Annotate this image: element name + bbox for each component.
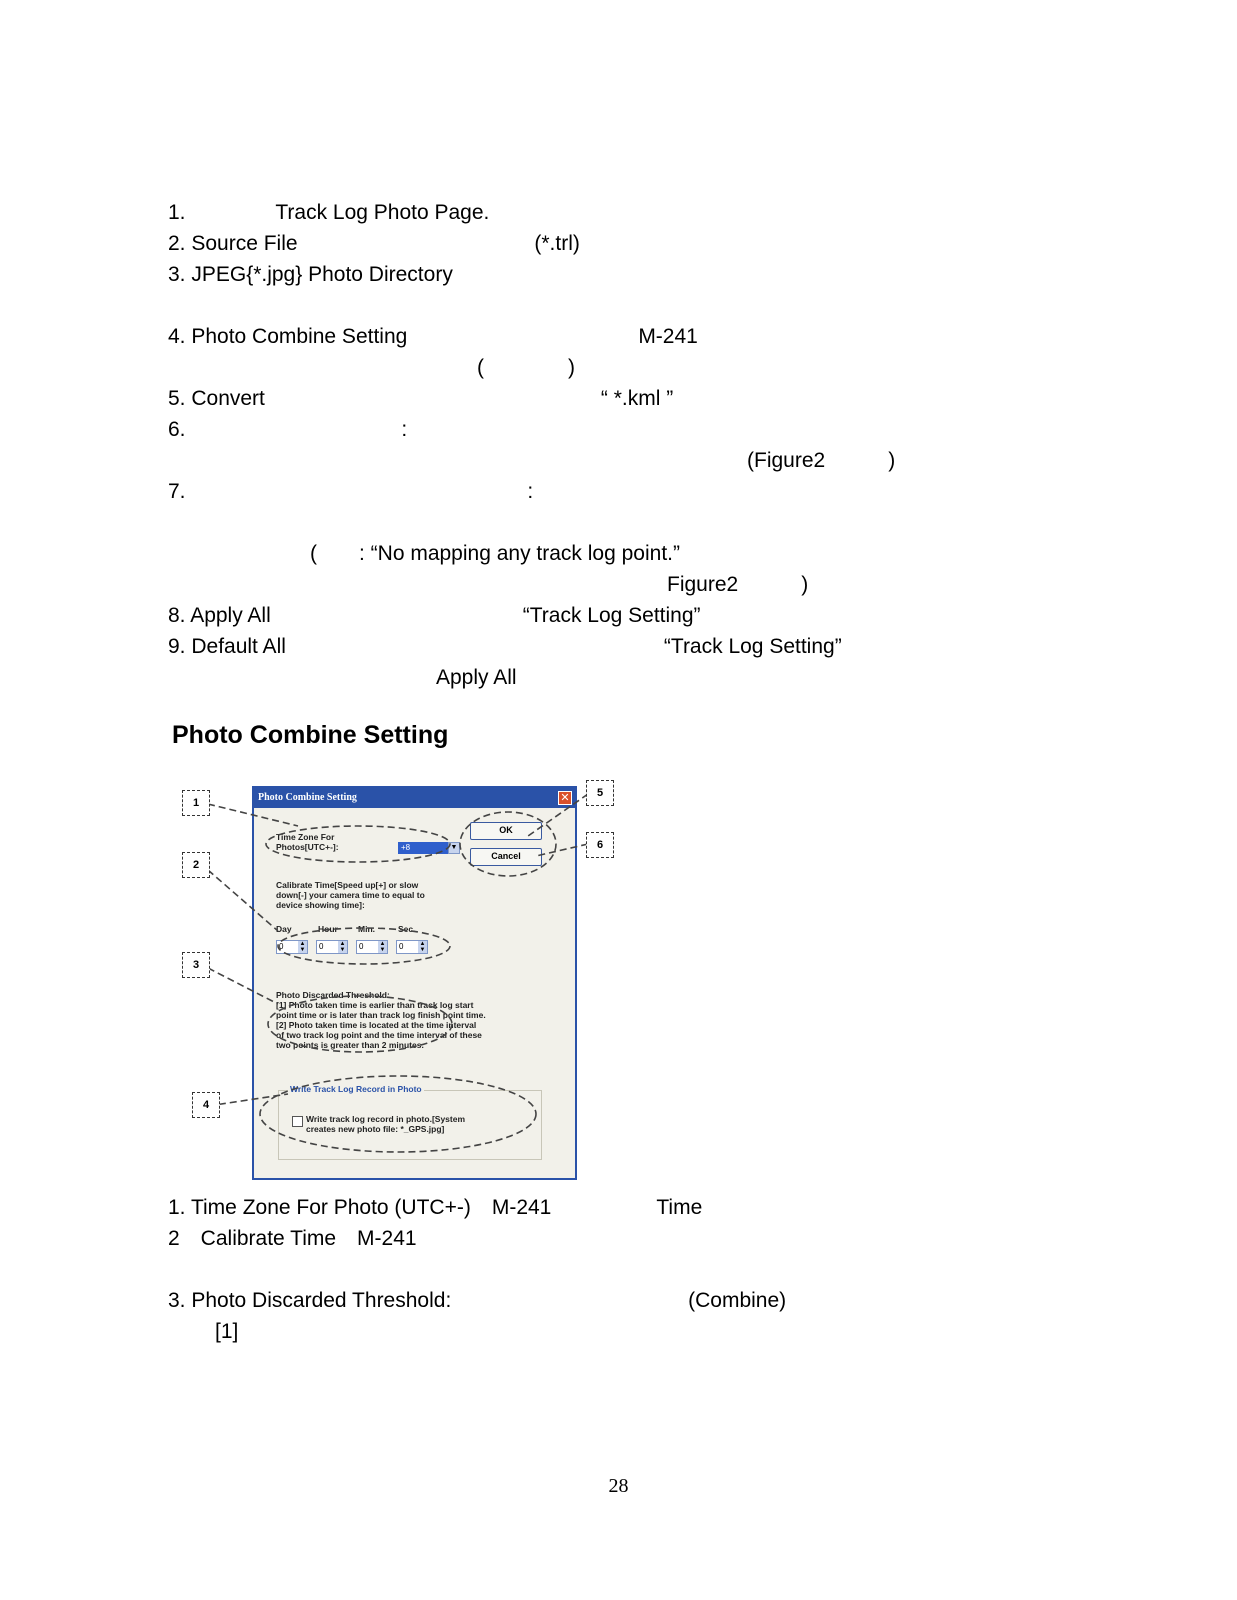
calibrate-text-2: down[-] your camera time to equal to [276,890,425,900]
callout-number-1: 1 [182,790,210,816]
threshold-line-5: two points is greater than 2 minutes. [276,1040,424,1050]
time-zone-label-2: Photos[UTC+-]: [276,842,339,852]
stepper-arrows-icon[interactable]: ▲ ▼ [419,941,426,953]
note-3-text: 3. Photo Discarded Threshold: (Combine) [168,1289,934,1312]
photo-combine-setting-figure [178,776,618,1186]
item-3-continuation [523,294,670,318]
callout-number-2: 2 [182,852,210,878]
callout-line-2 [208,870,278,931]
callout-number-4: 4 [192,1092,220,1118]
stepper-arrows-icon[interactable]: ▲ ▼ [339,941,346,953]
item-4-text: 4. Photo Combine Setting M-241 [168,325,992,348]
day-value: 0 [279,942,284,951]
callout-line-1 [208,804,298,826]
callout-ellipse-3 [268,996,452,1052]
note-3-sub-1: [1] [215,1320,980,1343]
callout-ellipse-1 [266,826,450,862]
write-track-log-text-2: creates new photo file: *_GPS.jpg] [306,1124,445,1134]
write-track-log-text-1: Write track log record in photo.[System [306,1114,466,1124]
item-2-text: 2. Source File (*.trl) [168,232,706,255]
item-3-text: 3. JPEG{*.jpg} Photo Directory [168,263,858,286]
callout-number-3: 3 [182,952,210,978]
item-5-text: 5. Convert “ *.kml ” [168,387,905,410]
sec-label: Sec. [398,924,416,934]
note-2-text: 2 Calibrate Time M-241 [168,1227,1005,1250]
callout-ellipse-4 [260,1076,536,1152]
calibrate-text-1: Calibrate Time[Speed up[+] or slow [276,880,419,890]
item-7-line-2 [310,511,1108,535]
callout-line-4 [208,1094,288,1106]
item-7-text: 7. : [168,480,534,503]
group-title: Write Track Log Record in Photo [290,1084,422,1094]
hour-value: 0 [319,942,324,951]
heading-text: Photo Combine Setting [172,721,449,749]
hour-label: Hour [318,924,338,934]
min-value: 0 [359,942,364,951]
callout-number-6: 6 [586,832,614,858]
day-label: Day [276,924,292,934]
calibrate-text-3: device showing time]: [276,900,365,910]
callout-overlay [178,776,618,1186]
cancel-button[interactable]: Cancel [470,848,542,866]
section-heading [172,721,448,750]
callout-ellipse-5-6 [460,812,556,876]
min-label: Min. [358,924,375,934]
callout-ellipse-2 [278,928,450,964]
dialog-title: Photo Combine Setting [254,788,575,808]
note-1-text: 1. Time Zone For Photo (UTC+-) M-241 Time [168,1196,955,1219]
threshold-line-3: [2] Photo taken time is located at the time interval [276,1020,477,1030]
callout-line-5 [528,794,588,836]
threshold-line-1: [1] Photo taken time is earlier than track log start [276,1000,474,1010]
item-6-text: 6. : [168,418,996,441]
stepper-arrows-icon[interactable]: ▲ ▼ [379,941,386,953]
note-2-continuation [382,1258,571,1282]
ok-button[interactable]: OK [470,822,542,840]
item-1-text: 1. Track Log Photo Page. [168,201,490,224]
item-4-continuation: ( ) [477,356,575,379]
callout-line-3 [208,968,278,1004]
item-9-text: 9. Default All “Track Log Setting” [168,635,989,658]
time-zone-label-1: Time Zone For [276,832,335,842]
callout-line-6 [536,844,588,856]
chevron-down-icon[interactable]: ▼ [448,842,460,854]
page-number: 28 [608,1475,629,1497]
threshold-title: Photo Discarded Threshold: [276,990,390,1000]
sec-value: 0 [399,942,404,951]
item-9-continuation: Apply All [310,666,727,689]
callout-number-5: 5 [586,780,614,806]
close-icon[interactable]: ✕ [558,791,572,805]
threshold-line-2: point time or is later than track log finish point time. [276,1010,486,1020]
item-7-line-3: ( : “No mapping any track log point.” [310,542,1016,565]
item-6-continuation: (Figure2 ) [453,449,896,472]
time-zone-select[interactable]: +8 [398,842,448,854]
threshold-line-4: of two track log point and the time interval of these [276,1030,482,1040]
item-7-line-4: Figure2 ) [310,573,809,596]
note-3-sub-1-continuation [262,1351,409,1375]
stepper-arrows-icon[interactable]: ▲ ▼ [299,941,306,953]
item-8-text: 8. Apply All “Track Log Setting” [168,604,869,627]
